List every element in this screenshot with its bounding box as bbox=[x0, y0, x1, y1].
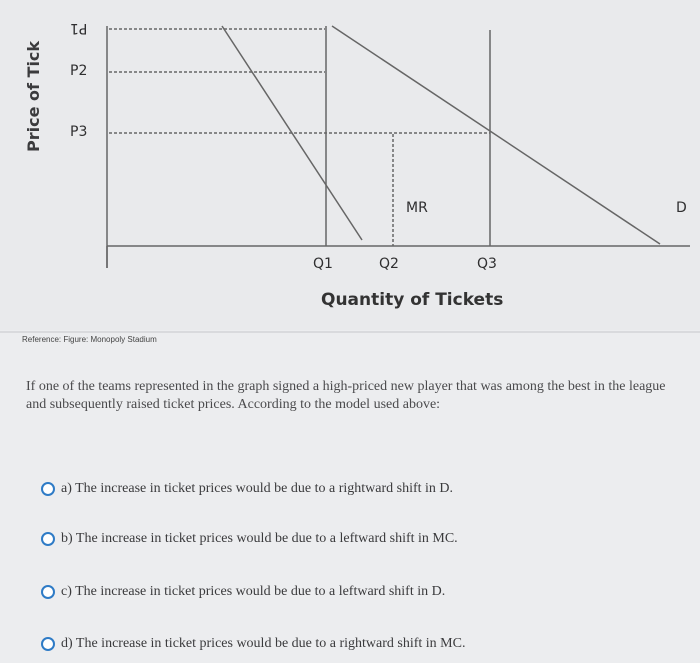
y-axis-label: Price of Tick bbox=[24, 40, 43, 152]
mr-label: MR bbox=[406, 200, 428, 216]
p2-label: P2 bbox=[70, 63, 88, 79]
option-c-label: c) The increase in ticket prices would be due to a leftward shift in D. bbox=[61, 584, 446, 599]
x-axis-title: Quantity of Tickets bbox=[321, 290, 504, 310]
demand-curve bbox=[332, 26, 660, 244]
p3-label: P3 bbox=[70, 124, 88, 140]
demand-label: D bbox=[676, 200, 687, 216]
option-a[interactable] bbox=[41, 479, 453, 499]
q2-label: Q2 bbox=[379, 256, 399, 272]
radio-option-a[interactable] bbox=[41, 482, 55, 496]
question-text: If one of the teams represented in the graph signed a high-priced new player that was among the best in the league and subsequently raised ticket prices. According to the model used above: bbox=[26, 379, 666, 412]
option-c[interactable] bbox=[41, 582, 445, 602]
p1-label: P1 bbox=[70, 20, 88, 36]
option-d-label: d) The increase in ticket prices would be due to a rightward shift in MC. bbox=[61, 636, 466, 651]
q1-label: Q1 bbox=[313, 256, 333, 272]
graph-svg bbox=[0, 0, 700, 330]
divider bbox=[0, 331, 700, 333]
option-a-label: a) The increase in ticket prices would be due to a rightward shift in D. bbox=[61, 481, 454, 496]
radio-option-c[interactable] bbox=[41, 585, 55, 599]
option-b-label: b) The increase in ticket prices would be due to a leftward shift in MC. bbox=[61, 531, 458, 546]
monopoly-stadium-figure bbox=[0, 0, 700, 330]
option-d[interactable] bbox=[41, 634, 465, 654]
figure-reference: Reference: Figure: Monopoly Stadium bbox=[22, 335, 157, 344]
radio-option-b[interactable] bbox=[41, 532, 55, 546]
radio-option-d[interactable] bbox=[41, 637, 55, 651]
q3-label: Q3 bbox=[477, 256, 497, 272]
option-b[interactable] bbox=[41, 529, 458, 549]
